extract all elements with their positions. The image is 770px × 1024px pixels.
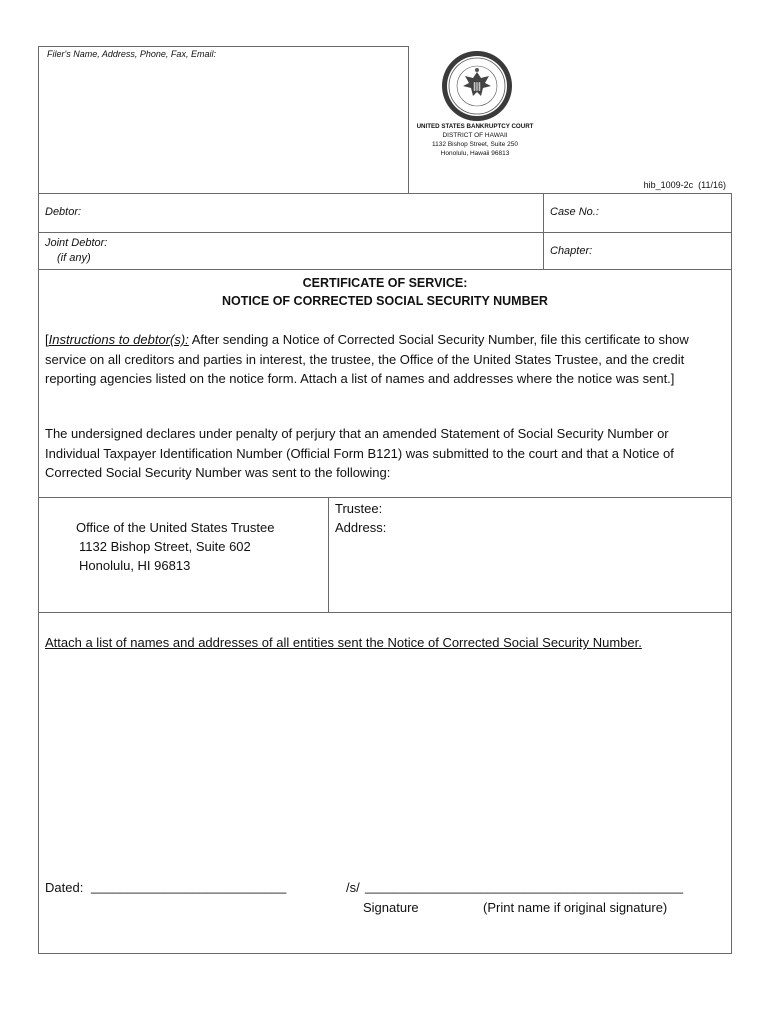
declaration-paragraph: The undersigned declares under penalty of perjury that an amended Statement of Social Security Number or Individual Taxpayer Identification Number (Official Form B121) was submitted to the court and that a Notice of Corrected Social Security Number was sent to the following:: [45, 426, 674, 480]
title-line-1: CERTIFICATE OF SERVICE:: [302, 276, 468, 290]
certificate-body: [38, 269, 732, 498]
court-city: Honolulu, Hawaii 96813: [440, 150, 510, 157]
filer-label: Filer's Name, Address, Phone, Fax, Email:: [47, 49, 216, 59]
debtor-label: Debtor:: [45, 206, 82, 218]
filer-box[interactable]: [38, 46, 409, 194]
case-no-field[interactable]: [543, 193, 732, 233]
ust-street: 1132 Bishop Street, Suite 602: [79, 539, 251, 554]
instructions-label: Instructions to debtor(s):: [48, 332, 189, 347]
signature-field[interactable]: ____________________________________________: [365, 879, 684, 894]
trustee-label: Trustee:: [335, 501, 383, 516]
signature-label: Signature: [363, 900, 419, 915]
certificate-title: [39, 274, 731, 310]
print-name-label: (Print name if original signature): [483, 900, 668, 915]
trustee-box[interactable]: [328, 497, 732, 613]
attach-note: Attach a list of names and addresses of all entities sent the Notice of Corrected Social Security Number.: [45, 635, 642, 650]
chapter-field[interactable]: [543, 232, 732, 270]
dated-label: Dated:: [45, 880, 84, 895]
if-any-label: (if any): [57, 252, 91, 264]
title-line-2: NOTICE OF CORRECTED SOCIAL SECURITY NUMBER: [222, 294, 548, 308]
ust-box: [38, 497, 329, 613]
instructions-text: After sending a Notice of Corrected Social Security Number, file this certificate to show service on all creditors and parties in interest, the trustee, the Office of the United States Trustee, and the credit reporting agencies listed on the notice form. Attach a list of names and addresses where the notice was sent.]: [45, 332, 689, 386]
sig-prefix: /s/: [346, 880, 360, 895]
chapter-label: Chapter:: [550, 245, 593, 257]
case-no-label: Case No.:: [550, 206, 599, 218]
ust-city: Honolulu, HI 96813: [79, 558, 191, 573]
instructions-open: [: [45, 332, 49, 347]
ust-name: Office of the United States Trustee: [76, 520, 275, 535]
joint-debtor-field[interactable]: [38, 232, 544, 270]
court-seal: [441, 50, 513, 122]
instructions-paragraph: [45, 330, 727, 389]
seal-icon: [441, 50, 513, 122]
dated-field[interactable]: ___________________________: [91, 879, 287, 894]
joint-debtor-label: Joint Debtor:: [45, 237, 108, 249]
form-id: hib_1009-2c (11/16): [643, 180, 726, 190]
court-district: DISTRICT OF HAWAII: [442, 132, 508, 139]
court-name: UNITED STATES BANKRUPTCY COURT: [416, 123, 534, 130]
address-label: Address:: [335, 520, 387, 535]
court-street: 1132 Bishop Street, Suite 250: [432, 141, 518, 148]
attachment-box: [38, 612, 732, 954]
debtor-field[interactable]: [38, 193, 544, 233]
